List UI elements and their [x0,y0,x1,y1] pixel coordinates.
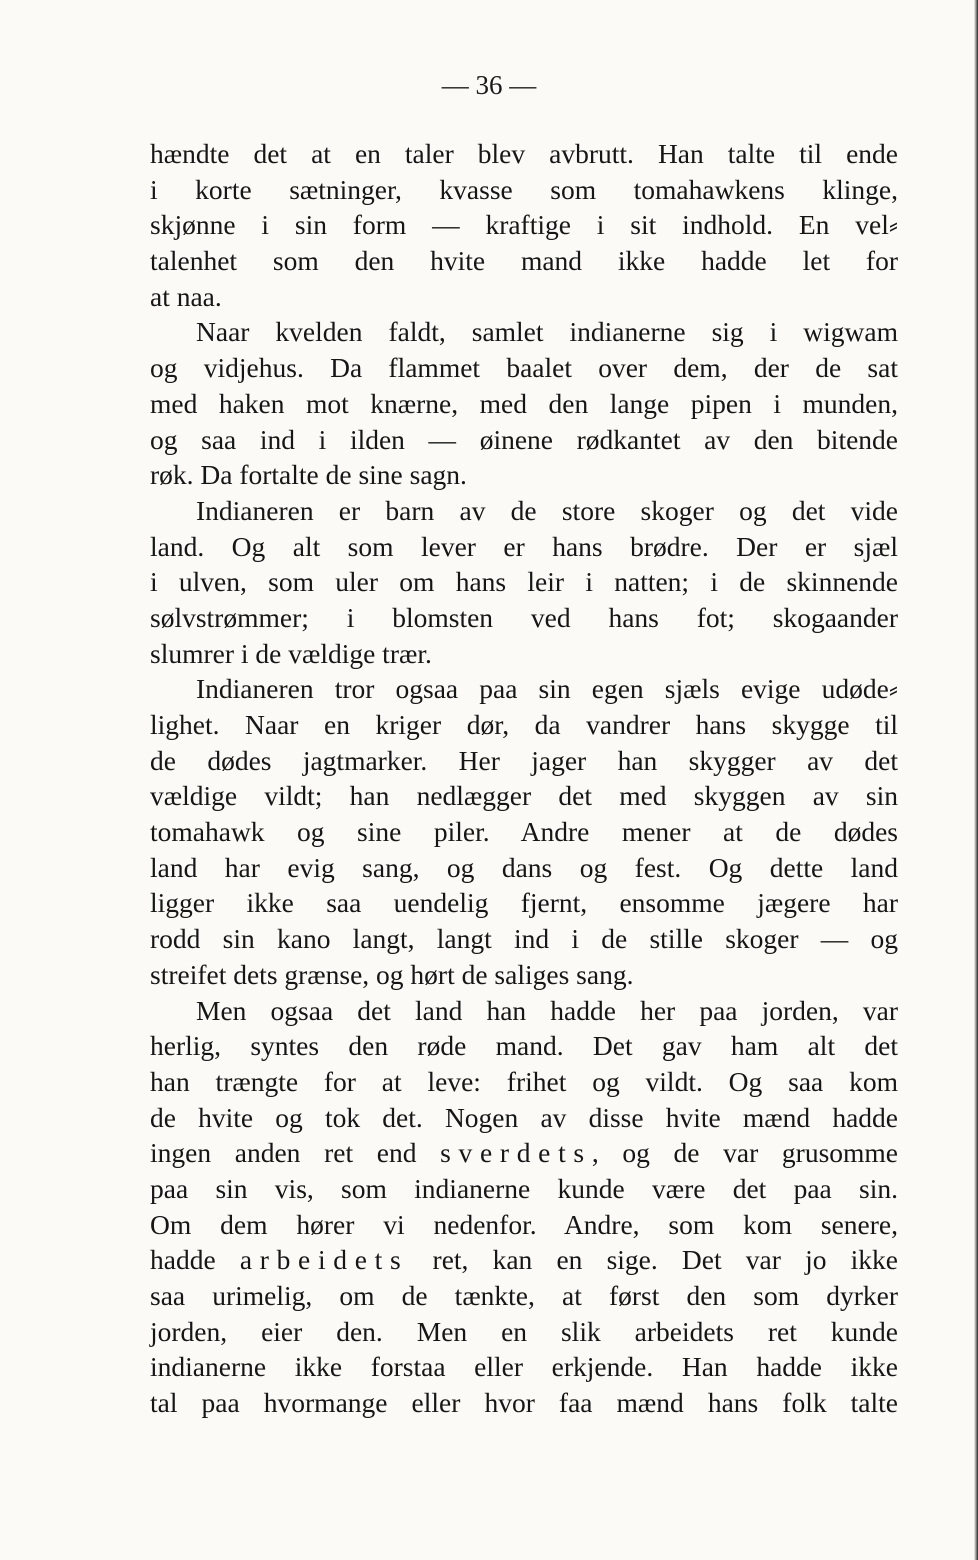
text-line: ligger ikke saa uendelig fjernt, ensomme jægere har [150,887,898,919]
text-line: skjønne i sin form — kraftige i sit indhold. En vel⸗ [150,209,898,241]
text-line: tomahawk og sine piler. Andre mener at de dødes [150,816,898,848]
text-line: Indianeren tror ogsaa paa sin egen sjæls evige udøde⸗ [196,673,898,705]
text-line: land har evig sang, og dans og fest. Og dette land [150,851,898,883]
spaced-word: arbeidets [239,1244,409,1276]
text-line: land. Og alt som lever er hans brødre. Der er sjæl [150,530,898,562]
page-number: — 36 — [441,70,537,100]
text-line: sølvstrømmer; i blomsten ved hans fot; skogaander [150,601,898,633]
text-line: med haken mot knærne, med den lange pipen i munden, [150,387,898,419]
text-line: tal paa hvormange eller hvor faa mænd hans folk talte [150,1387,898,1419]
text-line: han trængte for at leve: frihet og vildt. Og saa kom [150,1065,898,1097]
text-line: i korte sætninger, kvasse som tomahawkens klinge, [150,173,898,205]
text-line: hændte det at en taler blev avbrutt. Han talte til ende [150,138,898,169]
text-line: og saa ind i ilden — øinene rødkantet av den bitende [150,423,898,455]
spaced-word: sverdets [440,1137,592,1169]
text-line: i ulven, som uler om hans leir i natten; i de skinnende [150,566,898,598]
text-line: streifet dets grænse, og hørt de saliges sang. [150,958,634,990]
text-line: rodd sin kano langt, langt ind i de stille skoger — og [150,923,898,955]
text-fragment: hadde [150,1244,240,1276]
text-line: slumrer i de vældige trær. [150,637,432,669]
text-fragment: , og de var grusomme [591,1137,899,1169]
text-line: Om dem hører vi nedenfor. Andre, som kom senere, [150,1208,898,1240]
text-line: vældige vildt; han nedlægger det med skyggen av sin [150,780,898,812]
text-line: talenhet som den hvite mand ikke hadde let for [150,245,898,277]
text-fragment: ret, kan en sige. Det var jo ikke [408,1244,898,1276]
text-line: de hvite og tok det. Nogen av disse hvite mænd hadde [150,1101,898,1133]
text-line: lighet. Naar en kriger dør, da vandrer hans skygge til [150,709,898,740]
text-line: paa sin vis, som indianerne kunde være det paa sin. [150,1172,898,1204]
text-line: Naar kvelden faldt, samlet indianerne sig i wigwam [196,316,898,348]
text-line [150,1242,898,1278]
text-fragment: ingen anden ret end [150,1137,441,1169]
body-text [150,136,898,1421]
text-line: røk. Da fortalte de sine sagn. [150,459,467,491]
text-line [150,1135,898,1171]
text-line: herlig, syntes den røde mand. Det gav ham alt det [150,1030,898,1062]
text-line: indianerne ikke forstaa eller erkjende. Han hadde ikke [150,1351,898,1383]
text-line: at naa. [150,280,222,312]
text-line: jorden, eier den. Men en slik arbeidets ret kunde [150,1315,898,1347]
text-line: Men ogsaa det land han hadde her paa jorden, var [196,994,898,1026]
text-line: og vidjehus. Da flammet baalet over dem, der de sat [150,352,898,384]
text-line: saa urimelig, om de tænkte, at først den som dyrker [150,1280,898,1311]
text-line: Indianeren er barn av de store skoger og det vide [196,494,898,526]
text-line: de dødes jagtmarker. Her jager han skygger av det [150,744,898,776]
